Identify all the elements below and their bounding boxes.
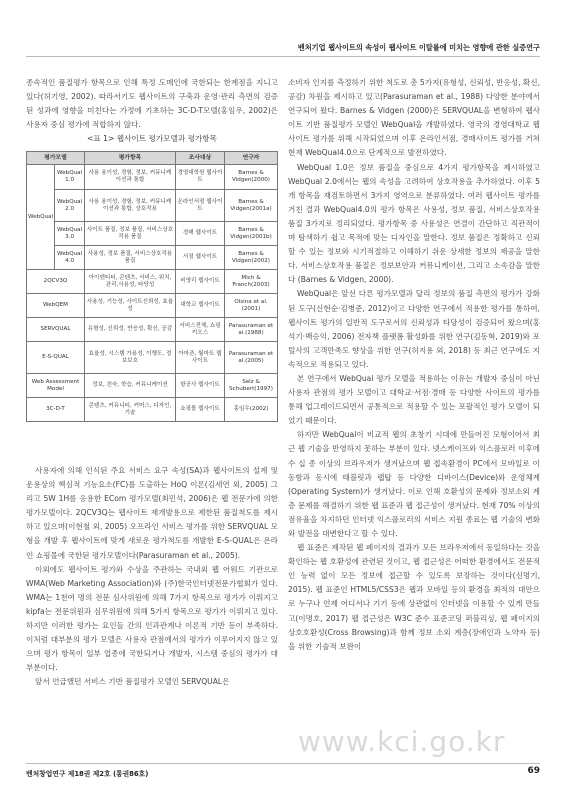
evaluation-model-table — [26, 151, 278, 422]
table-caption: <표 1> 웹사이트 평가모델과 평가항목 — [87, 134, 217, 143]
right-column — [288, 76, 540, 654]
footer-rule — [26, 763, 540, 764]
model-cell: WebQual 2.0 — [55, 190, 85, 222]
items-cell: 정보, 친숙, 학습, 커뮤니케이션 — [85, 374, 176, 398]
author-cell: Selz & Schubert(1997) — [225, 374, 278, 398]
items-cell: 유형성, 신뢰성, 반응성, 확신, 공감 — [85, 318, 176, 342]
paragraph: WebQual 1.0은 정보 품질을 중심으로 4가지 평가항목을 제시하였고 WebQual 2.0에서는 웹의 속성을 고려하여 상호작용을 추가하였다. 이후 5개 항목을 재검토하면서 3가지 영역으로 분류하였다. 여러 웹사이트 평가를 거친 결과 WebQual4.0의 평가 항목은 사용성, 정보 품질, 서비스상호작용 품질 3가지로 정리되었다. 평가항목 중 사용성은 연결이 간단하고 직관적이며 탐색하기 쉽고 목적에 맞는 디자인을 말한다. 정보 품질은 정확하고 신뢰할 수 있는 정보와 시기적절하고 이해하기 쉬운 상세한 정보의 제공을 말한다. 서비스상호작용 품질은 정보보안과 커뮤니케이션, 그리고 소속감을 말한다 (Barnes & Vidgen, 2000). — [288, 162, 540, 285]
left-column-top — [26, 76, 278, 132]
header-cell: 조사대상 — [176, 152, 225, 165]
paragraph: 소비자 인지를 측정하기 위한 척도로 총 5가지(유형성, 신뢰성, 반응성, 확신, 공감) 차원을 제시하고 있고(Parasuraman et al., 1988) 다양한 분야에서 연구되어 왔다. Barnes & Vidgen (2000)은 SERVQUAL을 변형하여 웹사이트 기반 품질평가 모델인 WebQual을 개발하였다. 영국의 경영대학교 웹사이트 평가를 위해 시작되었으며 이후 온라인서점, 경매사이트 평가를 거쳐 현재 WebQual4.0으로 단계적으로 발전하였다. — [288, 78, 540, 158]
model-cell: WebQual 3.0 — [55, 222, 85, 246]
table-header-row — [27, 152, 278, 165]
paragraph: 사용자에 의해 인식된 주요 서비스 요구 속성(SA)과 웹사이트의 설계 및 운용상의 핵심적 기능요소(FC)를 도출하는 HoQ 이론(김세연 외, 2005) 그리고 5W 1H를 응용한 ECom 평가모델(최민석, 2006)은 웹 전문가에 의한 평가모델이다. 2QCV3Q는 웹사이트 재개발용으로 제한된 품질척도를 제시하고 있으며(이현철 외, 2005) 오프라인 서비스 평가를 위한 SERVQUAL 모형을 개발 후 웹사이트에 맞게 새로운 평가척도를 개발한 E-S-QUAL은 온라인 쇼핑몰에 국한된 평가모델이다(Parasuraman et al., 2005). — [26, 466, 278, 560]
table-row — [27, 398, 278, 422]
target-cell: 경영대학원 웹사이트 — [176, 165, 225, 190]
target-cell: 아마존, 월마트 웹사이트 — [176, 342, 225, 374]
items-cell: 사용성, 정보 품질, 서비스상호작용 품질 — [85, 246, 176, 270]
items-cell: 콘텐츠, 커뮤니티, 커머스, 디자인, 기술 — [85, 398, 176, 422]
table-row — [27, 270, 278, 294]
header-cell: 평가모델 — [27, 152, 85, 165]
header-rule — [26, 56, 540, 57]
running-header: 벤처기업 웹사이트의 속성이 웹사이트 이탈률에 미치는 영향에 관한 실증연구 — [297, 43, 540, 52]
author-cell: Barnes & Vidgen(2002) — [225, 246, 278, 270]
watermark: www.kci.go.kr — [298, 725, 506, 758]
model-cell: WebQual 4.0 — [55, 246, 85, 270]
items-cell: 아이덴티티, 콘텐츠, 서비스, 위치, 관리,사용성, 타당성 — [85, 270, 176, 294]
table-row — [27, 318, 278, 342]
paragraph: WebQual은 앞선 다른 평가모델과 달리 정보의 품질 측면의 평가가 강화된 도구(신현순·김병준, 2012)이고 다양한 연구에서 적용한 평가를 통하여, 웹사이트 평가의 일반적 도구로서의 신뢰성과 타당성이 검증되어 왔으며(홍석기·백승익, 2006) 전자책 플랫폼 활성화를 위한 연구(김동혁, 2019)와 포털사의 고객만족도 향상을 위한 연구(허지용 외, 2018) 등 최근 연구에도 지속적으로 적용되고 있다. — [288, 289, 540, 369]
author-cell: Mich & Franch(2003) — [225, 270, 278, 294]
paragraph: 하지만 WebQual이 비교적 웹의 초창기 시대에 만들어진 모형이어서 최근 웹 기술을 반영하지 못하는 부분이 있다. 넷스케이프와 익스플로러 이후에 수 십 종 이상의 브라우저가 생겨났으며 웹 접속환경이 PC에서 모바일로 이동함과 동시에 태블릿과 랩탑 등 다양한 디바이스(Device)와 운영체계(Operating System)가 생겨났다. 이로 인해 호환성의 문제와 정보소외 계층 문제를 해결하기 위한 웹 표준과 웹 접근성이 생겨났다. 현재 70% 이상의 점유율을 차지하던 인터넷 익스플로러의 서비스 지원 종료는 웹 기술의 변화와 발전을 대변한다고 할 수 있다. — [288, 430, 540, 538]
items-cell: 사용성, 기능성, 사이트신뢰성, 효율성 — [85, 294, 176, 318]
table-row — [27, 294, 278, 318]
target-cell: 대학교 웹사이트 — [176, 294, 225, 318]
model-cell: WebQEM — [27, 294, 85, 318]
author-cell: Parasuraman et al.(2005) — [225, 342, 278, 374]
model-cell: SERVQUAL — [27, 318, 85, 342]
target-cell: 경매 웹사이트 — [176, 222, 225, 246]
author-cell: Olsina et al. (2001) — [225, 294, 278, 318]
author-cell: Barnes & Vidgen(2001b) — [225, 222, 278, 246]
table-row — [27, 222, 278, 246]
author-cell: 홍임우(2002) — [225, 398, 278, 422]
paragraph: 이외에도 웹사이트 평가와 수상을 주관하는 국내외 웹 어워드 기관으로 WMA(Web Marketing Association)와 (주)한국인터넷전문가협회가 있다. WMA는 1천여 명의 전문 심사위원에 의해 7가지 항목으로 평가가 이뤄지고 kipfa는 전문위원과 심무위원에 의해 5가지 항목으로 평가가 이뤄지고 있다. 하지만 이러한 평가는 요인들 간의 인과관계나 이론적 기반 등이 부족하다. 이처럼 대부분의 평가 모델은 사용자 관점에서의 평가가 이루어지지 않고 있으며 평가 항목이 일부 업종에 국한되거나 개발자, 시스템 중심의 평가가 대부분이다. — [26, 564, 278, 673]
author-cell: Barnes & Vidgen(2001a) — [225, 190, 278, 222]
items-cell: 사용 용이성, 경험, 정보, 커뮤니케이션과 통합 — [85, 165, 176, 190]
model-cell: Web Assessment Model — [27, 374, 85, 398]
paragraph: 본 연구에서 WebQual 평가 모델을 적용하는 이유는 개발자 중심이 아닌 사용자 관점의 평가 모델이고 대학교·서점·경매 등 다양한 사이트의 평가를 통해 업그레이드되면서 공통적으로 적용할 수 있는 포괄적인 평가 모델이 되었기 때문이다. — [288, 373, 540, 426]
author-cell: Barnes & Vidgen(2000) — [225, 165, 278, 190]
target-cell: 항공사 웹사이트 — [176, 374, 225, 398]
page-number: 69 — [527, 766, 540, 776]
table-row — [27, 342, 278, 374]
paragraph: 종속적인 품질평가 항목으로 인해 특정 도메인에 국한되는 한계점을 지니고 있다(허기영, 2002). 따라서기도 웹사이트의 구축과 운영·관리 측면의 검증된 성과에 영향을 미친다는 가정에 기초하는 3C-D-T모델(홍임우, 2002)은 사용자 중심 평가에 적합하지 않다. — [26, 78, 278, 130]
left-column-bottom — [26, 464, 278, 690]
items-cell: 효율성, 시스템 가용성, 이행도, 정보보호 — [85, 342, 176, 374]
target-cell: 온라인서점 웹사이트 — [176, 190, 225, 222]
items-cell: 사용 용이성, 경험, 정보, 커뮤니케이션과 통합, 상호작용 — [85, 190, 176, 222]
table-row — [27, 190, 278, 222]
header-cell: 연구자 — [225, 152, 278, 165]
paragraph: 웹 표준은 제작된 웹 페이지의 결과가 모든 브라우저에서 동일하다는 것을 확인하는 웹 호환성에 관련된 것이고, 웹 접근성은 어떠한 환경에서도 전문적인 능력 없이 모든 정보에 접근할 수 있도록 보장하는 것이다(신명기, 2015). 웹 표준인 HTML5/CSS3은 웹과 모바일 등의 환경을 최적의 대안으로 누구나 언제 어디서나 기기 등에 상관없이 인터넷을 이용할 수 있게 만들고(이명호, 2017) 웹 접근성은 W3C 준수 표준코딩 퍼블리싱, 웹 페이지의 상호호환성(Cross Browsing)과 함께 정보 소외 계층(장애인과 노약자 등)을 위한 기술적 보완이 — [288, 543, 540, 651]
model-cell: 2QCV3Q — [27, 270, 85, 294]
author-cell: Parasuraman et al.(1988) — [225, 318, 278, 342]
table-row — [27, 246, 278, 270]
target-cell: 서비스전체, 쇼핑키오스 — [176, 318, 225, 342]
model-cell: E-S-QUAL — [27, 342, 85, 374]
table-row — [27, 165, 278, 190]
group-cell: WebQual — [27, 165, 55, 270]
items-cell: 사이트 품질, 정보 품질, 서비스상호작용 품질 — [85, 222, 176, 246]
journal-footer: 벤처창업연구 제18권 제2호 (통권86호) — [26, 770, 149, 778]
target-cell: 쇼핑몰 웹사이트 — [176, 398, 225, 422]
table-row — [27, 374, 278, 398]
paragraph: 앞서 언급했던 서비스 기반 품질평가 모델인 SERVQUAL은 — [35, 677, 230, 687]
model-cell: WebQual 1.0 — [55, 165, 85, 190]
model-cell: 3C-D-T — [27, 398, 85, 422]
target-cell: 비영리 웹사이트 — [176, 270, 225, 294]
target-cell: 서점 웹사이트 — [176, 246, 225, 270]
header-cell: 평가항목 — [85, 152, 176, 165]
